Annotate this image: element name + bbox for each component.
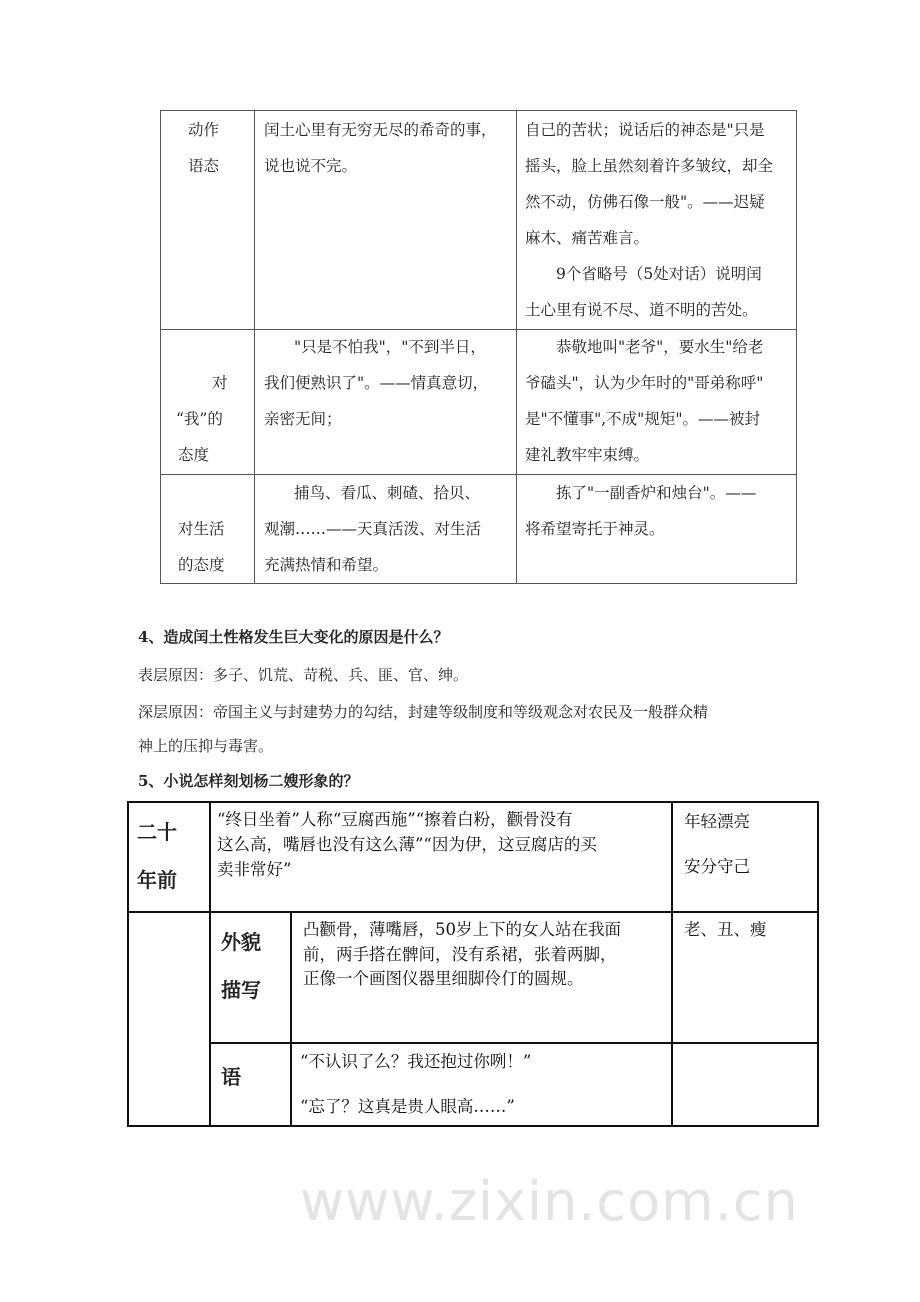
trait-text: 年轻漂亮: [684, 812, 750, 831]
cell-text: “终日坐着”人称“豆腐西施”“擦着白粉，颧骨没有: [217, 810, 573, 829]
cell-text: 充满热情和希望。: [264, 556, 389, 574]
row-label: 对生活: [178, 520, 225, 538]
table-border: [254, 110, 255, 584]
table-border: [796, 110, 797, 584]
cell-text: 卖非常好”: [217, 860, 292, 879]
cell-text: "只是不怕我"，"不到半日，: [294, 338, 486, 356]
table-border: [127, 1125, 819, 1127]
cell-text: 观潮……——天真活泼、对生活: [264, 520, 482, 538]
row-label: 语态: [188, 157, 220, 175]
row-label: 二十: [137, 820, 177, 844]
trait-text: 安分守己: [684, 857, 750, 876]
cell-text: “忘了？这真是贵人眼高……”: [300, 1097, 515, 1116]
table-border: [127, 801, 129, 1127]
table-border: [160, 110, 797, 111]
row-label: 动作: [188, 121, 220, 139]
cell-text: 麻木、痛苦难言。: [525, 229, 650, 247]
question-4: 4、造成闰土性格发生巨大变化的原因是什么？: [138, 628, 449, 646]
row-label: 年前: [137, 868, 177, 892]
watermark: www.zixin.com.cn: [300, 1170, 799, 1233]
cell-text: 正像一个画图仪器里细脚伶仃的圆规。: [303, 969, 584, 988]
cell-text: 亲密无间；: [264, 410, 342, 428]
surface-reason: 表层原因：多子、饥荒、苛税、兵、匪、官、绅。: [138, 666, 469, 684]
deep-reason: 深层原因：帝国主义与封建势力的勾结，封建等级制度和等级观念对农民及一般群众精: [138, 703, 709, 721]
table-border: [210, 1042, 819, 1044]
table-border: [516, 110, 517, 584]
cell-text: 拣了"一副香炉和烛台"。——: [556, 484, 757, 502]
table-border: [127, 911, 819, 913]
table-border: [160, 583, 797, 584]
cell-text: 建礼教牢牢束缚。: [525, 446, 650, 464]
row-label: “我”的: [176, 410, 223, 428]
cell-text: “不认识了么？我还抱过你咧！”: [300, 1052, 532, 1071]
row-label: 外貌: [221, 930, 261, 954]
table-border: [671, 801, 673, 1127]
cell-text: 然不动，仿佛石像一般"。——迟疑: [525, 193, 765, 211]
table-border: [160, 329, 797, 330]
cell-text: 9个省略号（5处对话）说明闰: [556, 265, 762, 283]
table-border: [209, 801, 211, 1127]
cell-text: 恭敬地叫"老爷"，要水生"给老: [556, 338, 764, 356]
cell-text: 说也说不完。: [264, 157, 358, 175]
table-border: [817, 801, 819, 1127]
table-border: [160, 110, 161, 584]
table-border: [160, 474, 797, 475]
cell-text: 捕鸟、看瓜、刺碴、拾贝、: [294, 484, 481, 502]
cell-text: 土心里有说不尽、道不明的苦处。: [525, 301, 758, 319]
deep-reason: 神上的压抑与毒害。: [138, 737, 274, 755]
cell-text: 将希望寄托于神灵。: [525, 520, 665, 538]
cell-text: 摇头，脸上虽然刻着许多皱纹，却全: [525, 157, 774, 175]
table-border: [290, 911, 292, 1127]
cell-text: 我们便熟识了"。——情真意切，: [264, 374, 489, 392]
cell-text: 前，两手搭在髀间，没有系裙，张着两脚，: [303, 945, 617, 964]
table-border: [127, 801, 819, 803]
trait-text: 老、丑、瘦: [684, 920, 767, 939]
cell-text: 自己的苦状；说话后的神态是"只是: [525, 121, 765, 139]
row-label: 描写: [221, 978, 261, 1002]
question-5: 5、小说怎样刻划杨二嫂形象的？: [138, 772, 359, 790]
cell-text: 凸颧骨，薄嘴唇，50岁上下的女人站在我面: [303, 920, 621, 939]
row-label: 态度: [178, 446, 210, 464]
row-label: 的态度: [178, 556, 225, 574]
row-label: 对: [212, 374, 228, 392]
cell-text: 闰土心里有无穷无尽的希奇的事，: [264, 121, 497, 139]
cell-text: 是"不懂事",不成"规矩"。——被封: [525, 410, 760, 428]
cell-text: 爷磕头"，认为少年时的"哥弟称呼": [525, 374, 764, 392]
row-label: 语: [221, 1065, 241, 1089]
cell-text: 这么高，嘴唇也没有这么薄”“因为伊，这豆腐店的买: [217, 835, 597, 854]
